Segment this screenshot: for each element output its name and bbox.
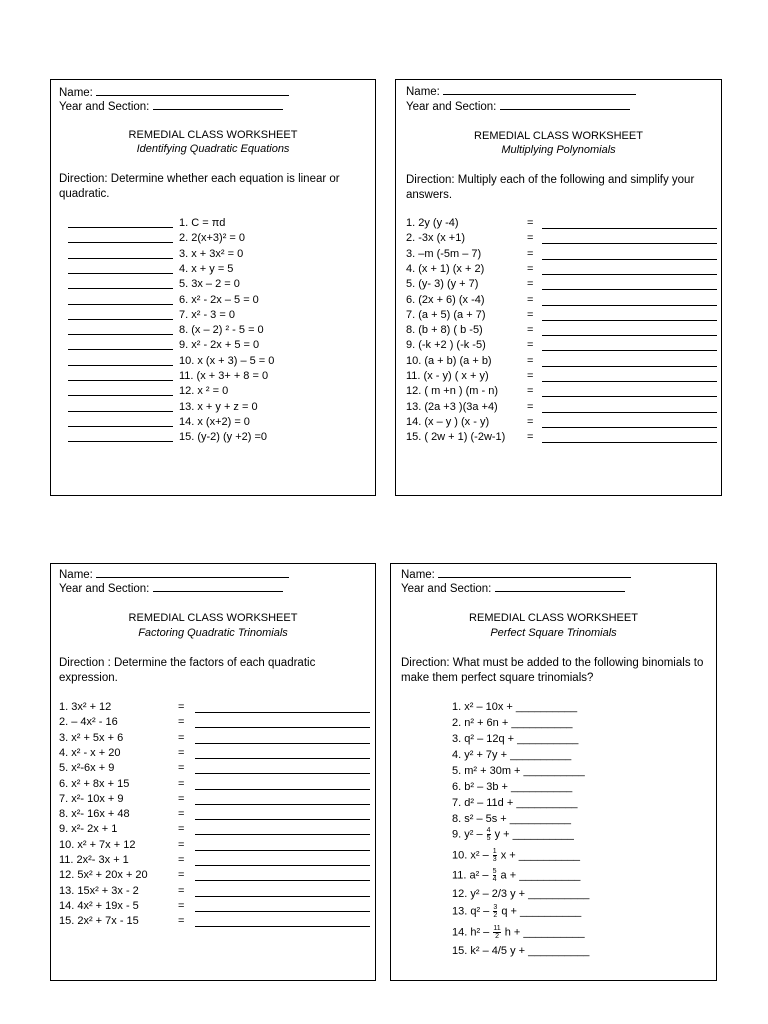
equals-sign: = <box>527 354 534 367</box>
answer-blank[interactable] <box>68 426 173 427</box>
expression-item: 11. 2x²- 3x + 1 <box>59 854 129 866</box>
expression-item: 3. –m (-5m – 7) <box>406 247 482 260</box>
direction-text: Direction: What must be added to the following binomials to make them perfect square trinomials? <box>401 657 704 684</box>
expression-item: 5. (y- 3) (y + 7) <box>406 278 479 291</box>
equation-item: 7. x² - 3 = 0 <box>179 308 235 321</box>
equation-item: 12. x ² = 0 <box>179 385 229 398</box>
answer-blank[interactable] <box>68 258 173 259</box>
equation-item: 3. x + 3x² = 0 <box>179 247 244 260</box>
expression-item: 2. – 4x² - 16 <box>59 716 118 729</box>
equation-item: 5. 3x – 2 = 0 <box>179 278 240 291</box>
year-section-field[interactable] <box>406 100 630 113</box>
answer-line[interactable] <box>195 712 370 713</box>
answer-blank[interactable] <box>68 441 173 442</box>
equation-item: 9. x² - 2x + 5 = 0 <box>179 339 260 352</box>
direction-text: Direction : Determine the factors of each quadratic expression. <box>59 657 316 684</box>
item-13[interactable]: 13. q² – $\frac{3}{2}$ q + __________ <box>452 904 582 919</box>
expression-item: 12. 5x² + 20x + 20 <box>59 869 148 882</box>
worksheet-subtitle: Factoring Quadratic Trinomials <box>138 627 288 639</box>
answer-blank[interactable] <box>68 380 173 381</box>
item-8[interactable]: 8. s² – 5s + __________ <box>452 813 571 825</box>
expression-item: 14. 4x² + 19x - 5 <box>59 899 139 912</box>
answer-line[interactable] <box>195 773 370 774</box>
answer-line[interactable] <box>542 350 717 351</box>
year-section-blank[interactable] <box>495 582 625 592</box>
worksheet-perfect-square <box>390 563 717 981</box>
equals-sign: = <box>178 762 185 775</box>
answer-line[interactable] <box>542 427 717 428</box>
fraction: $\frac{5}{4}$ <box>492 868 497 883</box>
equation-item: 15. (y-2) (y +2) =0 <box>179 431 268 444</box>
fraction: $\frac{4}{5}$ <box>486 827 491 842</box>
equation-item: 1. C = πd <box>179 217 226 229</box>
worksheet-multiplying-polynomials <box>395 79 722 496</box>
equals-sign: = <box>527 232 534 245</box>
equals-sign: = <box>178 899 185 912</box>
year-section-blank[interactable] <box>153 100 283 110</box>
expression-item: 7. x²- 10x + 9 <box>59 792 124 805</box>
equals-sign: = <box>527 415 534 428</box>
equals-sign: = <box>178 854 185 866</box>
item-10[interactable]: 10. x² – $\frac{1}{3}$ x + __________ <box>452 848 580 863</box>
equals-sign: = <box>527 247 534 260</box>
year-section-field[interactable] <box>59 100 283 113</box>
worksheet-subtitle: Identifying Quadratic Equations <box>136 143 290 155</box>
worksheet-identifying-quadratic <box>50 79 376 496</box>
item-7[interactable]: 7. d² – 11d + __________ <box>452 797 578 809</box>
equals-sign: = <box>178 792 185 805</box>
answer-blank[interactable] <box>68 288 173 289</box>
expression-item: 8. x²- 16x + 48 <box>59 808 130 821</box>
equals-sign: = <box>178 777 185 790</box>
expression-item: 2. -3x (x +1) <box>406 232 465 245</box>
name-blank[interactable] <box>438 568 631 578</box>
expression-item: 3. x² + 5x + 6 <box>59 731 124 744</box>
worksheet-subtitle: Perfect Square Trinomials <box>490 627 617 639</box>
expression-item: 10. x² + 7x + 12 <box>59 838 136 851</box>
fraction: $\frac{11}{2}$ <box>493 925 501 940</box>
answer-line[interactable] <box>195 804 370 805</box>
equals-sign: = <box>178 823 185 836</box>
name-label: Name: <box>406 86 440 98</box>
expression-item: 14. (x – y ) (x - y) <box>406 415 490 428</box>
name-field[interactable] <box>401 568 631 581</box>
expression-item: 15. 2x² + 7x - 15 <box>59 915 139 928</box>
equation-item: 13. x + y + z = 0 <box>179 400 258 413</box>
name-blank[interactable] <box>443 85 636 95</box>
expression-item: 12. ( m +n ) (m - n) <box>406 385 498 398</box>
answer-blank[interactable] <box>68 273 173 274</box>
fraction: $\frac{1}{3}$ <box>492 848 497 863</box>
name-label: Name: <box>59 87 93 99</box>
answer-line[interactable] <box>195 896 370 897</box>
equation-item: 6. x² - 2x – 5 = 0 <box>179 293 259 306</box>
item-2[interactable]: 2. n² + 6n + __________ <box>452 717 573 729</box>
equation-item: 2. 2(x+3)² = 0 <box>179 232 246 245</box>
expression-item: 10. (a + b) (a + b) <box>406 354 492 367</box>
equation-item: 4. x + y = 5 <box>179 262 234 275</box>
worksheet-title: REMEDIAL CLASS WORKSHEET <box>469 612 638 624</box>
answer-line[interactable] <box>195 834 370 835</box>
worksheet-title: REMEDIAL CLASS WORKSHEET <box>128 129 298 141</box>
year-section-blank[interactable] <box>500 100 630 110</box>
equals-sign: = <box>527 385 534 398</box>
answer-line[interactable] <box>542 442 717 443</box>
answer-line[interactable] <box>542 228 717 229</box>
year-section-field[interactable] <box>59 582 283 595</box>
answer-blank[interactable] <box>68 304 173 305</box>
answer-line[interactable] <box>542 366 717 367</box>
equals-sign: = <box>527 293 534 306</box>
equation-item: 14. x (x+2) = 0 <box>179 415 250 428</box>
answer-blank[interactable] <box>68 349 173 350</box>
answer-blank[interactable] <box>68 227 173 228</box>
expression-item: 6. x² + 8x + 15 <box>59 777 130 790</box>
answer-line[interactable] <box>542 396 717 397</box>
year-section-blank[interactable] <box>153 582 283 592</box>
item-6[interactable]: 6. b² – 3b + __________ <box>452 781 573 793</box>
answer-line[interactable] <box>195 865 370 866</box>
answer-line[interactable] <box>542 335 717 336</box>
answer-line[interactable] <box>195 758 370 759</box>
expression-item: 11. (x - y) ( x + y) <box>406 370 489 382</box>
equation-item: 10. x (x + 3) – 5 = 0 <box>179 354 275 367</box>
item-14[interactable]: 14. h² – $\frac{11}{2}$ h + __________ <box>452 925 585 940</box>
item-15[interactable]: 15. k² – 4/5 y + __________ <box>452 945 590 957</box>
equals-sign: = <box>527 370 534 382</box>
equals-sign: = <box>178 915 185 928</box>
year-section-label: Year and Section: <box>401 583 492 595</box>
expression-item: 7. (a + 5) (a + 7) <box>406 308 486 321</box>
expression-item: 4. (x + 1) (x + 2) <box>406 262 485 275</box>
item-12[interactable]: 12. y² – 2/3 y + __________ <box>452 888 590 900</box>
equals-sign: = <box>527 278 534 291</box>
expression-item: 13. 15x² + 3x - 2 <box>59 884 139 897</box>
worksheet-title: REMEDIAL CLASS WORKSHEET <box>474 130 643 142</box>
name-field[interactable] <box>59 86 289 99</box>
item-11[interactable]: 11. a² – $\frac{5}{4}$ a + __________ <box>452 868 581 883</box>
equals-sign: = <box>178 716 185 729</box>
equals-sign: = <box>178 731 185 744</box>
worksheet-factoring-trinomials <box>50 563 376 981</box>
answer-line[interactable] <box>542 259 717 260</box>
answer-line[interactable] <box>195 819 370 820</box>
equals-sign: = <box>527 324 534 337</box>
equals-sign: = <box>527 431 534 444</box>
answer-line[interactable] <box>195 727 370 728</box>
year-section-label: Year and Section: <box>59 101 150 113</box>
answer-line[interactable] <box>195 850 370 851</box>
equals-sign: = <box>178 808 185 821</box>
expression-item: 1. 3x² + 12 <box>59 701 112 713</box>
item-9[interactable]: 9. y² – $\frac{4}{5}$ y + __________ <box>452 827 574 842</box>
equals-sign: = <box>527 308 534 321</box>
expression-item: 5. x²-6x + 9 <box>59 762 115 775</box>
answer-line[interactable] <box>542 320 717 321</box>
direction-text: Direction: Multiply each of the following and simplify your answers. <box>406 174 695 201</box>
name-field[interactable] <box>59 568 289 581</box>
item-1[interactable]: 1. x² – 10x + __________ <box>452 701 578 713</box>
answer-line[interactable] <box>195 880 370 881</box>
answer-blank[interactable] <box>68 319 173 320</box>
worksheet-subtitle: Multiplying Polynomials <box>501 144 616 156</box>
equals-sign: = <box>178 838 185 851</box>
expression-item: 9. x²- 2x + 1 <box>59 823 118 836</box>
answer-blank[interactable] <box>68 365 173 366</box>
equation-item: 11. (x + 3+ + 8 = 0 <box>179 370 269 382</box>
name-blank[interactable] <box>96 86 289 96</box>
answer-line[interactable] <box>542 412 717 413</box>
equals-sign: = <box>178 701 185 713</box>
answer-blank[interactable] <box>68 334 173 335</box>
year-section-label: Year and Section: <box>59 583 150 595</box>
year-section-field[interactable] <box>401 582 625 595</box>
answer-line[interactable] <box>542 381 717 382</box>
answer-line[interactable] <box>195 911 370 912</box>
expression-item: 4. x² - x + 20 <box>59 746 121 759</box>
equation-item: 8. (x – 2) ² - 5 = 0 <box>179 324 264 337</box>
name-blank[interactable] <box>96 568 289 578</box>
item-4[interactable]: 4. y² + 7y + __________ <box>452 749 572 761</box>
answer-blank[interactable] <box>68 242 173 243</box>
answer-line[interactable] <box>195 789 370 790</box>
direction-text: Direction: Determine whether each equation is linear or quadratic. <box>59 173 340 200</box>
answer-line[interactable] <box>542 289 717 290</box>
item-5[interactable]: 5. m² + 30m + __________ <box>452 765 585 777</box>
name-field[interactable] <box>406 85 636 98</box>
equals-sign: = <box>527 262 534 275</box>
answer-line[interactable] <box>542 274 717 275</box>
answer-line[interactable] <box>195 926 370 927</box>
equals-sign: = <box>178 884 185 897</box>
year-section-label: Year and Section: <box>406 101 497 113</box>
equals-sign: = <box>178 869 185 882</box>
equals-sign: = <box>527 217 534 229</box>
answer-line[interactable] <box>195 743 370 744</box>
equals-sign: = <box>178 746 185 759</box>
name-label: Name: <box>59 569 93 581</box>
answer-blank[interactable] <box>68 411 173 412</box>
expression-item: 13. (2a +3 )(3a +4) <box>406 400 498 413</box>
expression-item: 9. (-k +2 ) (-k -5) <box>406 339 486 352</box>
equals-sign: = <box>527 400 534 413</box>
answer-line[interactable] <box>542 243 717 244</box>
name-label: Name: <box>401 569 435 581</box>
worksheet-title: REMEDIAL CLASS WORKSHEET <box>128 612 298 624</box>
expression-item: 8. (b + 8) ( b -5) <box>406 324 483 337</box>
expression-item: 6. (2x + 6) (x -4) <box>406 293 485 306</box>
expression-item: 15. ( 2w + 1) (-2w-1) <box>406 431 506 444</box>
fraction: $\frac{3}{2}$ <box>493 904 498 919</box>
answer-blank[interactable] <box>68 395 173 396</box>
item-3[interactable]: 3. q² – 12q + __________ <box>452 733 579 745</box>
equals-sign: = <box>527 339 534 352</box>
expression-item: 1. 2y (y -4) <box>406 217 459 229</box>
answer-line[interactable] <box>542 305 717 306</box>
